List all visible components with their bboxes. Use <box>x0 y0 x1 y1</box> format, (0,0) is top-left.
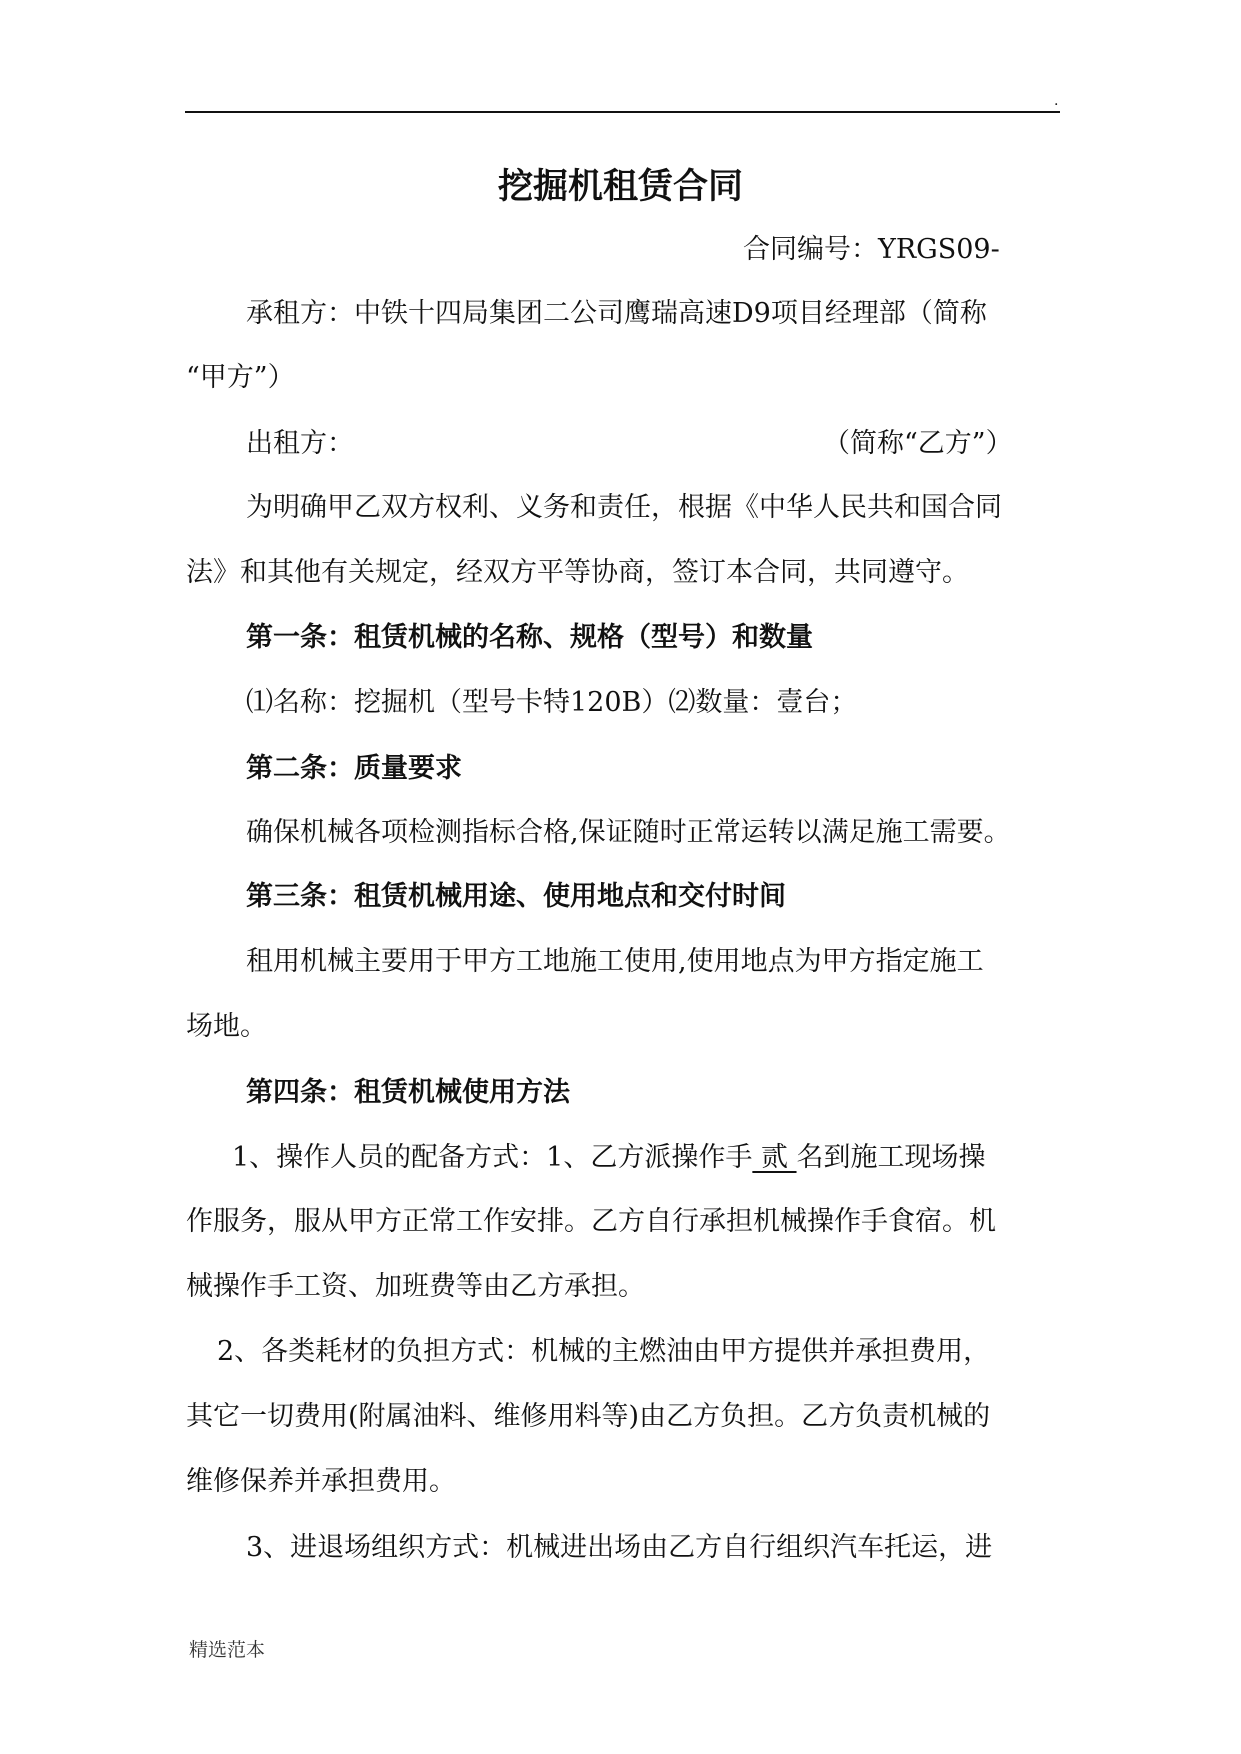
article-4-item-2-line-1: 2、各类耗材的负担方式：机械的主燃油由甲方提供并承担费用， <box>217 1336 991 1367</box>
contract-number: 合同编号：YRGS09- <box>743 234 1000 265</box>
document-title: 挖掘机租赁合同 <box>497 167 743 207</box>
lessor-alias: （简称“乙方”） <box>823 428 1013 459</box>
article-4-item-1-line-3: 械操作手工资、加班费等由乙方承担。 <box>186 1271 645 1302</box>
article-3-body-2: 场地。 <box>186 1011 267 1042</box>
article-4-item-2-line-2: 其它一切费用(附属油料、维修用料等)由乙方负担。乙方负责机械的 <box>186 1401 991 1432</box>
operator-clause-end: 名到施工现场操 <box>796 1142 986 1173</box>
preamble-line-2: 法》和其他有关规定，经双方平等协商，签订本合同，共同遵守。 <box>186 557 969 588</box>
article-4-heading: 第四条：租赁机械使用方法 <box>246 1077 570 1108</box>
lessee-line: 承租方：中铁十四局集团二公司鹰瑞高速D9项目经理部（简称 <box>246 298 987 329</box>
article-2-body: 确保机械各项检测指标合格,保证随时正常运转以满足施工需要。 <box>246 817 1011 848</box>
lessee-alias: “甲方”） <box>186 362 295 393</box>
article-4-item-1-line-2: 作服务，服从甲方正常工作安排。乙方自行承担机械操作手食宿。机 <box>186 1206 996 1237</box>
article-1-heading: 第一条：租赁机械的名称、规格（型号）和数量 <box>246 622 813 653</box>
article-4-item-1-line-1 <box>232 1140 986 1176</box>
article-2-heading: 第二条：质量要求 <box>246 753 462 784</box>
header-mark: . <box>1054 93 1059 109</box>
header-rule <box>185 111 1060 113</box>
operator-clause-start: 1、操作人员的配备方式：1、乙方派操作手 <box>232 1142 753 1173</box>
preamble-line-1: 为明确甲乙双方权利、义务和责任，根据《中华人民共和国合同 <box>246 492 1002 523</box>
article-3-heading: 第三条：租赁机械用途、使用地点和交付时间 <box>246 881 786 912</box>
article-1-body: ⑴名称：挖掘机（型号卡特120B）⑵数量：壹台； <box>246 687 858 718</box>
article-4-item-3-line-1: 3、进退场组织方式：机械进出场由乙方自行组织汽车托运，进 <box>246 1532 993 1563</box>
article-3-body-1: 租用机械主要用于甲方工地施工使用,使用地点为甲方指定施工 <box>246 946 984 977</box>
footer-label: 精选范本 <box>189 1639 266 1661</box>
operator-count-blank: 贰 <box>752 1142 797 1173</box>
lessor-label: 出租方： <box>246 428 354 459</box>
article-4-item-2-line-3: 维修保养并承担费用。 <box>186 1466 456 1497</box>
